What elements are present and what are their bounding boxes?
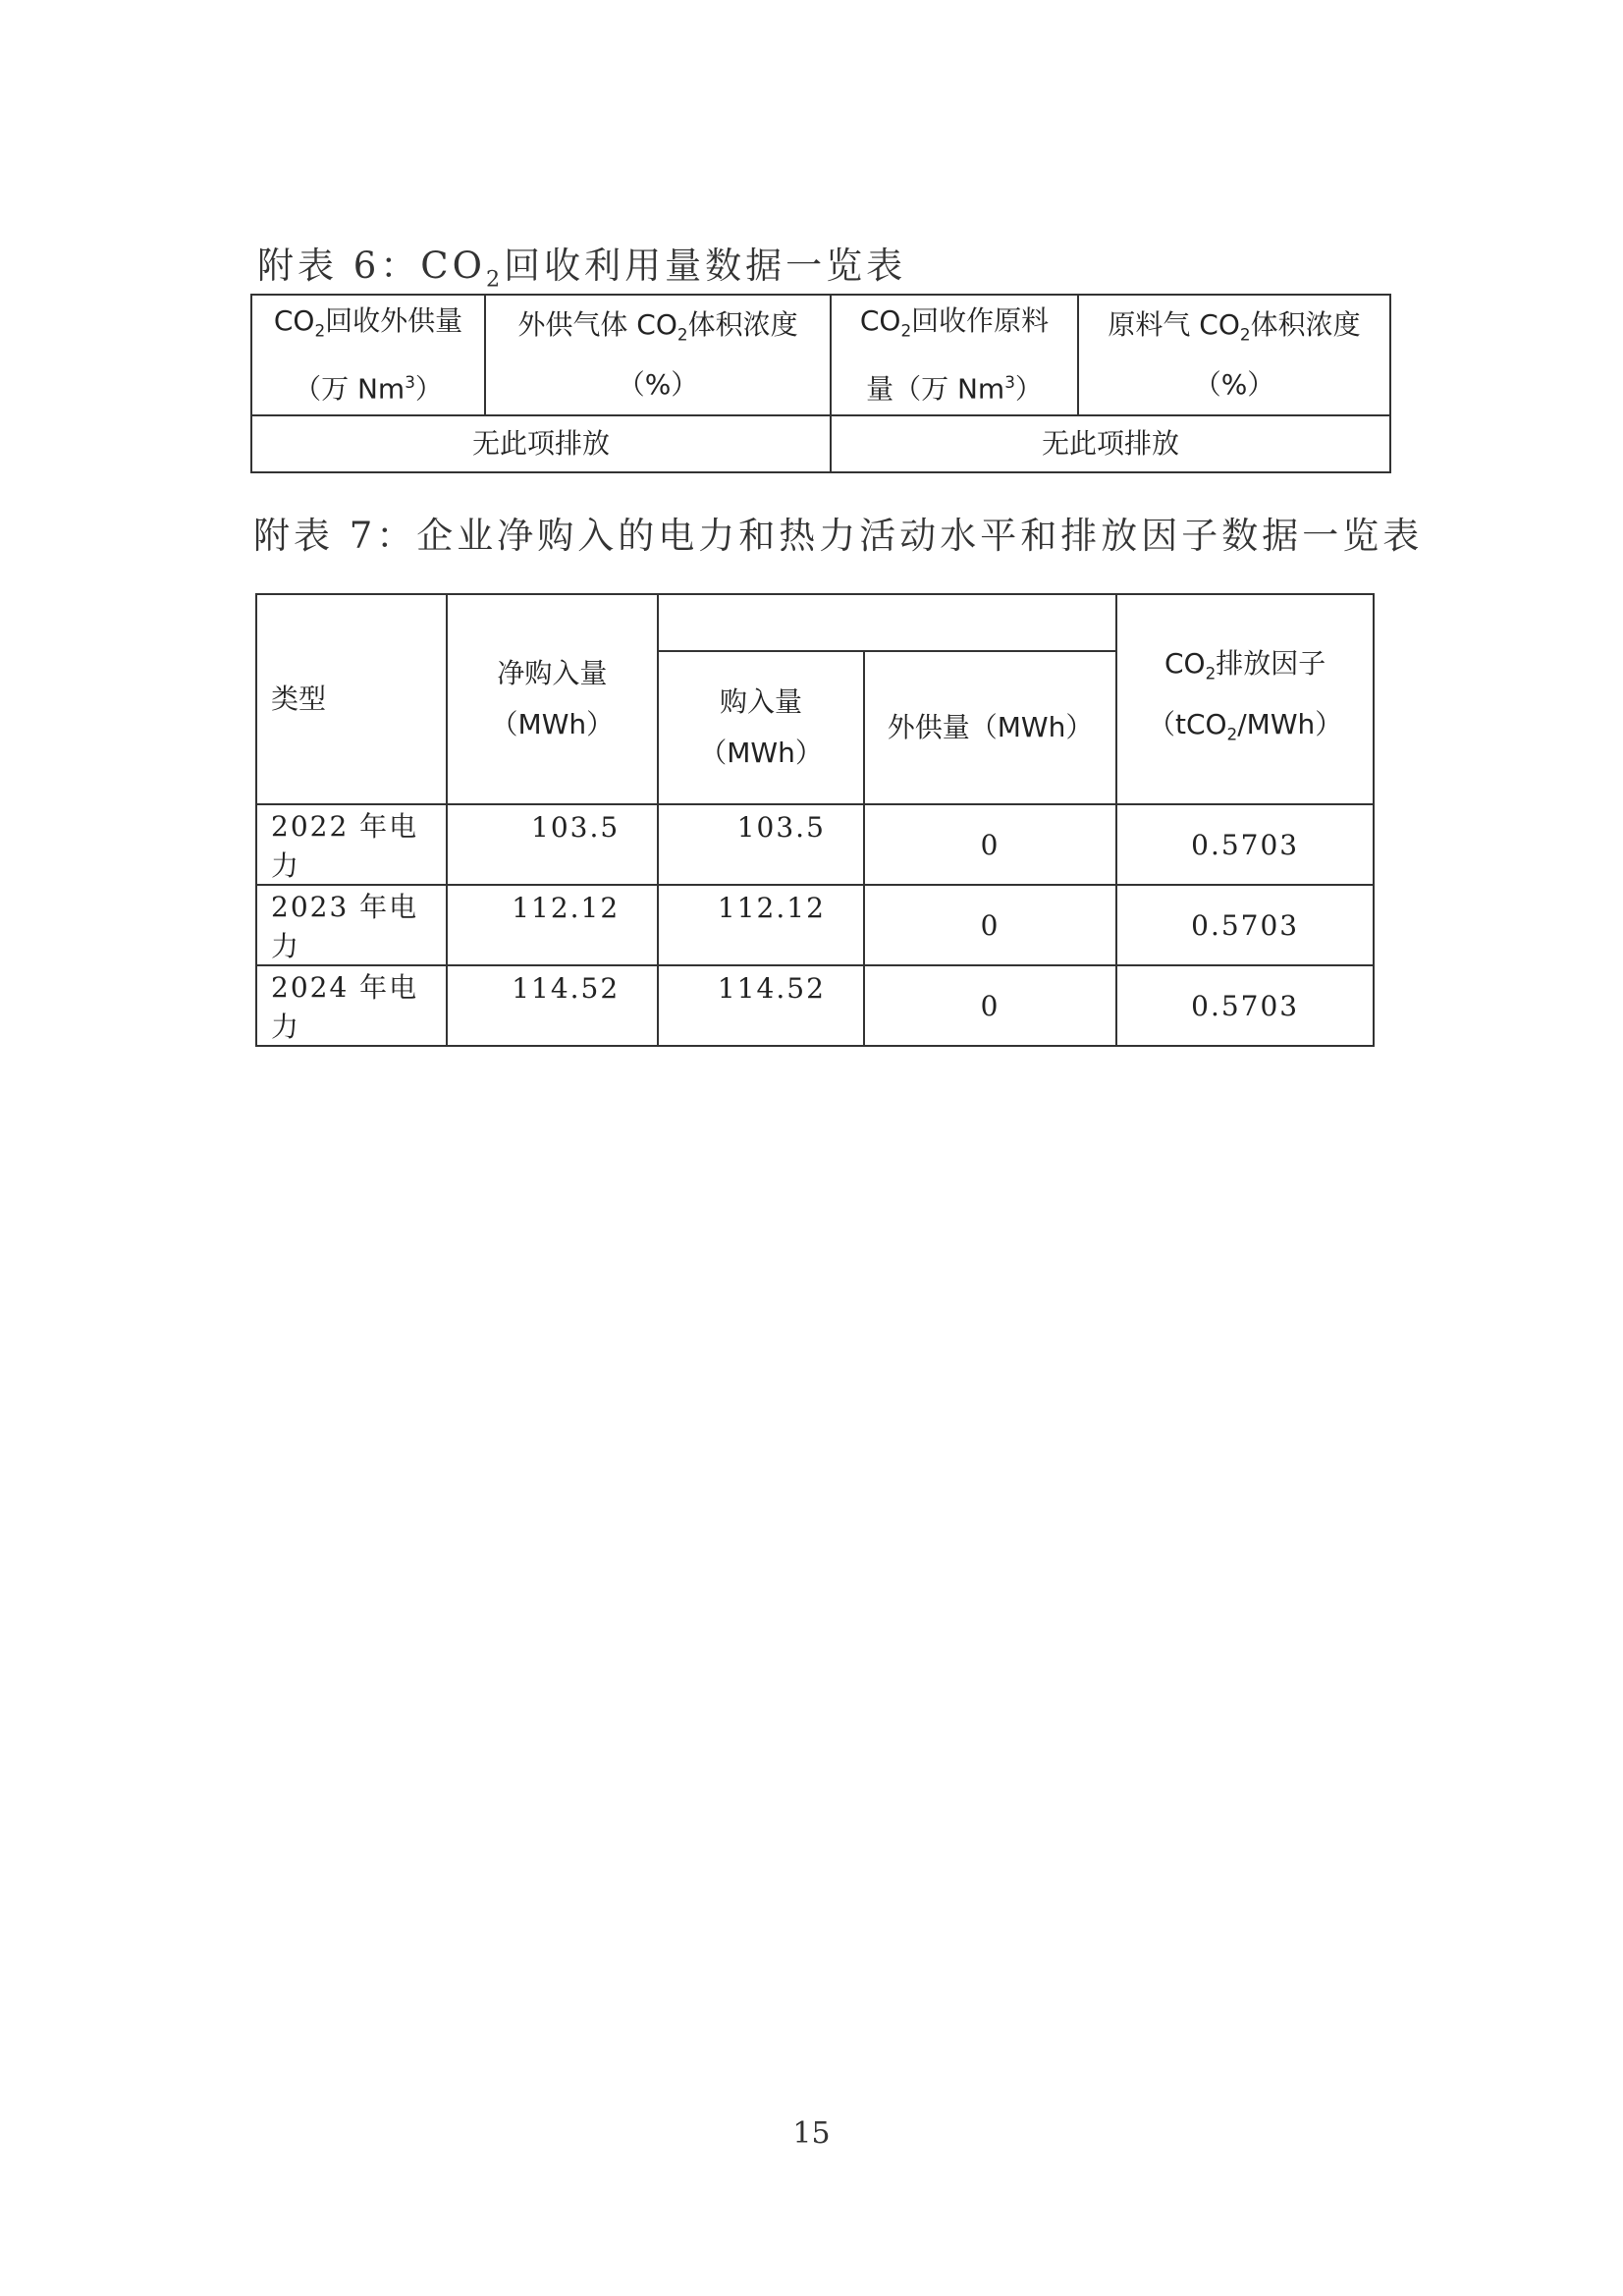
- caption-subscript: 2: [485, 266, 505, 293]
- page-number: 15: [792, 2116, 831, 2151]
- row-buy: 112.12: [658, 885, 864, 965]
- col-header-purchase: 购入量 （MWh）: [658, 651, 864, 804]
- row-buy: 103.5: [658, 804, 864, 885]
- col-header-group: [658, 594, 1116, 651]
- row-type: 2022 年电力: [256, 804, 447, 885]
- col-header-emission-factor: $CO_2$排放因子 （tCO$_2$/MWh）: [1116, 594, 1374, 804]
- row-factor: 0.5703: [1116, 804, 1374, 885]
- table7-caption: 附表 7：企业净购入的电力和热力活动水平和排放因子数据一览表: [253, 515, 1424, 557]
- col-header-supply: 外供量（MWh）: [864, 651, 1116, 804]
- electricity-heat-table: [255, 593, 1375, 1047]
- row-type: 2024 年电力: [256, 965, 447, 1046]
- col-header-supply-volume: $CO_2$回收外供量 （万 Nm$^3$）: [251, 295, 485, 415]
- row-type: 2023 年电力: [256, 885, 447, 965]
- row-buy: 114.52: [658, 965, 864, 1046]
- row-factor: 0.5703: [1116, 885, 1374, 965]
- table6-caption: [257, 236, 906, 292]
- row-net: 114.52: [447, 965, 659, 1046]
- row-factor: 0.5703: [1116, 965, 1374, 1046]
- col-header-feedstock-volume: $CO_2$回收作原料 量（万 Nm$^3$）: [831, 295, 1078, 415]
- row-net: 112.12: [447, 885, 659, 965]
- co2-recovery-table: [250, 294, 1391, 473]
- no-emission-cell: 无此项排放: [831, 415, 1390, 472]
- caption-text: 回收利用量数据一览表: [504, 245, 907, 287]
- caption-text: 附表 6：CO: [257, 245, 486, 287]
- col-header-feedstock-concentration: 原料气 $CO_2$体积浓度 （%）: [1078, 295, 1390, 415]
- row-supply: 0: [864, 885, 1116, 965]
- row-supply: 0: [864, 965, 1116, 1046]
- no-emission-cell: 无此项排放: [251, 415, 831, 472]
- col-header-supply-concentration: 外供气体 $CO_2$体积浓度 （%）: [485, 295, 831, 415]
- table-row: [256, 885, 1374, 965]
- col-header-net-purchase: 净购入量 （MWh）: [447, 594, 659, 804]
- col-header-type: 类型: [256, 594, 447, 804]
- table-row: [256, 965, 1374, 1046]
- row-supply: 0: [864, 804, 1116, 885]
- table-row: [256, 804, 1374, 885]
- row-net: 103.5: [447, 804, 659, 885]
